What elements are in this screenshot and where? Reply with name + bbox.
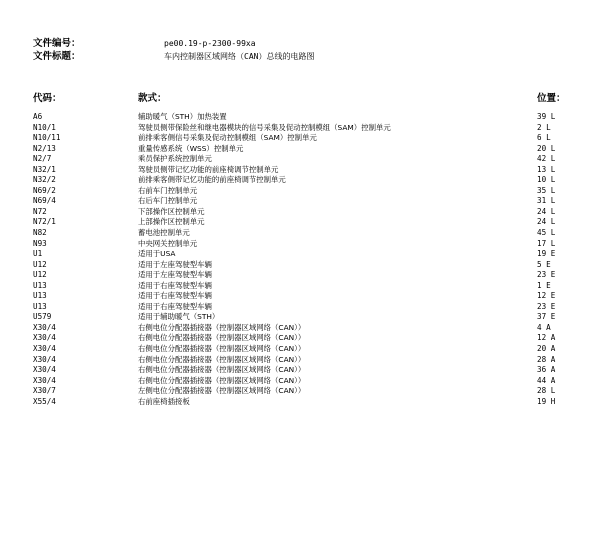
component-code: X30/7 — [33, 386, 56, 396]
component-description: 右侧电位分配器插接器（控制器区域网络（CAN）） — [138, 333, 306, 343]
component-code: N32/2 — [33, 175, 56, 185]
list-item — [33, 355, 573, 366]
component-description: 右侧电位分配器插接器（控制器区域网络（CAN）） — [138, 344, 306, 354]
list-item — [33, 112, 573, 123]
list-item — [33, 312, 573, 323]
component-description: 适用于USA — [138, 249, 176, 259]
list-item — [33, 175, 573, 186]
list-item — [33, 386, 573, 397]
component-code: A6 — [33, 112, 43, 121]
list-item — [33, 281, 573, 292]
component-position: 39 L — [537, 112, 556, 121]
component-description: 驾驶员侧带记忆功能的前座椅调节控制单元 — [138, 164, 279, 174]
header-model: 款式： — [138, 93, 167, 104]
list-item — [33, 217, 573, 228]
component-position: 4 A — [537, 322, 551, 332]
component-code: N69/4 — [33, 196, 56, 206]
component-description: 右前车门控制单元 — [138, 185, 198, 195]
component-code: U1 — [33, 249, 43, 259]
component-position: 37 E — [537, 312, 556, 322]
component-position: 10 L — [537, 175, 556, 185]
component-position: 5 E — [537, 259, 551, 269]
list-item — [33, 365, 573, 376]
component-code: U579 — [33, 312, 52, 322]
component-code: X30/4 — [33, 344, 56, 354]
component-description: 前排乘客侧带记忆功能的前座椅调节控制单元 — [138, 175, 286, 185]
component-position: 42 L — [537, 154, 556, 164]
component-description: 右侧电位分配器插接器（控制器区域网络（CAN）） — [138, 375, 306, 385]
list-item — [33, 228, 573, 239]
list-item — [33, 186, 573, 197]
component-code: N2/7 — [33, 154, 52, 164]
list-item — [33, 196, 573, 207]
component-position: 28 L — [537, 386, 556, 396]
component-code: X55/4 — [33, 396, 56, 406]
list-item — [33, 133, 573, 144]
component-code: N10/11 — [33, 133, 61, 143]
component-description: 辅助暖气（STH）加热装置 — [138, 112, 227, 121]
component-description: 适用于辅助暖气（STH） — [138, 312, 220, 322]
component-description: 重量传感系统（WSS）控制单元 — [138, 143, 244, 153]
component-code: N93 — [33, 238, 47, 248]
doc-number-row — [33, 37, 314, 50]
component-description: 右前座椅插接板 — [138, 396, 190, 406]
component-position: 19 H — [537, 396, 556, 406]
component-list — [33, 112, 573, 407]
component-position: 28 A — [537, 354, 556, 364]
component-description: 中央网关控制单元 — [138, 238, 198, 248]
list-item — [33, 144, 573, 155]
component-code: N32/1 — [33, 164, 56, 174]
component-position: 20 L — [537, 143, 556, 153]
header-code: 代码： — [33, 93, 62, 104]
list-item — [33, 302, 573, 313]
component-position: 36 A — [537, 365, 556, 375]
component-code: N69/2 — [33, 185, 56, 195]
doc-title-row — [33, 50, 314, 63]
document-meta — [33, 37, 314, 63]
component-position: 20 A — [537, 344, 556, 354]
doc-number-label: 文件编号： — [33, 38, 81, 49]
component-code: U13 — [33, 301, 47, 311]
list-item — [33, 260, 573, 271]
component-code: N82 — [33, 228, 47, 238]
component-code: U12 — [33, 270, 47, 280]
list-item — [33, 207, 573, 218]
component-description: 右侧电位分配器插接器（控制器区域网络（CAN）） — [138, 354, 306, 364]
component-code: N10/1 — [33, 122, 56, 132]
component-code: X30/4 — [33, 354, 56, 364]
component-code: U12 — [33, 259, 47, 269]
component-description: 右后车门控制单元 — [138, 196, 198, 206]
component-position: 44 A — [537, 375, 556, 385]
list-item — [33, 165, 573, 176]
component-code: U13 — [33, 291, 47, 301]
component-code: N72/1 — [33, 217, 56, 227]
component-code: X30/4 — [33, 375, 56, 385]
component-position: 12 E — [537, 291, 556, 301]
component-code: X30/4 — [33, 333, 56, 343]
component-description: 乘员保护系统控制单元 — [138, 154, 212, 164]
component-position: 35 L — [537, 185, 556, 195]
list-item — [33, 344, 573, 355]
component-position: 13 L — [537, 164, 556, 174]
doc-title-value: 车内控制器区域网络（CAN）总线的电路图 — [164, 52, 315, 61]
component-description: 右侧电位分配器插接器（控制器区域网络（CAN）） — [138, 322, 306, 332]
list-item — [33, 291, 573, 302]
component-description: 驾驶员侧带保险丝和继电器模块的信号采集及促动控制模组（SAM）控制单元 — [138, 122, 391, 132]
component-description: 适用于左座驾驶型车辆 — [138, 259, 212, 269]
component-description: 适用于左座驾驶型车辆 — [138, 270, 212, 280]
component-code: N72 — [33, 206, 47, 216]
component-code: X30/4 — [33, 365, 56, 375]
list-item — [33, 239, 573, 250]
component-position: 23 E — [537, 301, 556, 311]
component-code: N2/13 — [33, 143, 56, 153]
list-item — [33, 123, 573, 134]
component-position: 12 A — [537, 333, 556, 343]
component-position: 17 L — [537, 238, 556, 248]
list-item — [33, 323, 573, 334]
header-position: 位置： — [537, 93, 566, 104]
component-position: 45 L — [537, 228, 556, 238]
component-code: X30/4 — [33, 322, 56, 332]
component-position: 24 L — [537, 217, 556, 227]
list-item — [33, 376, 573, 387]
component-code: U13 — [33, 280, 47, 290]
component-position: 19 E — [537, 249, 556, 259]
component-position: 2 L — [537, 122, 551, 132]
component-description: 右侧电位分配器插接器（控制器区域网络（CAN）） — [138, 365, 306, 375]
component-description: 左侧电位分配器插接器（控制器区域网络（CAN）） — [138, 386, 306, 396]
component-description: 上部操作区控制单元 — [138, 217, 205, 227]
list-item — [33, 154, 573, 165]
doc-number-value: pe00.19-p-2300-99xa — [164, 39, 256, 48]
component-position: 31 L — [537, 196, 556, 206]
component-position: 6 L — [537, 133, 551, 143]
component-description: 前排乘客侧信号采集及促动控制模组（SAM）控制单元 — [138, 133, 317, 143]
component-position: 24 L — [537, 206, 556, 216]
doc-title-label: 文件标题： — [33, 51, 81, 62]
list-item — [33, 270, 573, 281]
component-description: 适用于右座驾驶型车辆 — [138, 291, 212, 301]
component-description: 下部操作区控制单元 — [138, 206, 205, 216]
component-position: 1 E — [537, 280, 551, 290]
component-position: 23 E — [537, 270, 556, 280]
component-description: 适用于右座驾驶型车辆 — [138, 280, 212, 290]
list-item — [33, 249, 573, 260]
list-item — [33, 333, 573, 344]
component-description: 蓄电池控制单元 — [138, 228, 190, 238]
component-description: 适用于右座驾驶型车辆 — [138, 301, 212, 311]
list-item — [33, 397, 573, 408]
